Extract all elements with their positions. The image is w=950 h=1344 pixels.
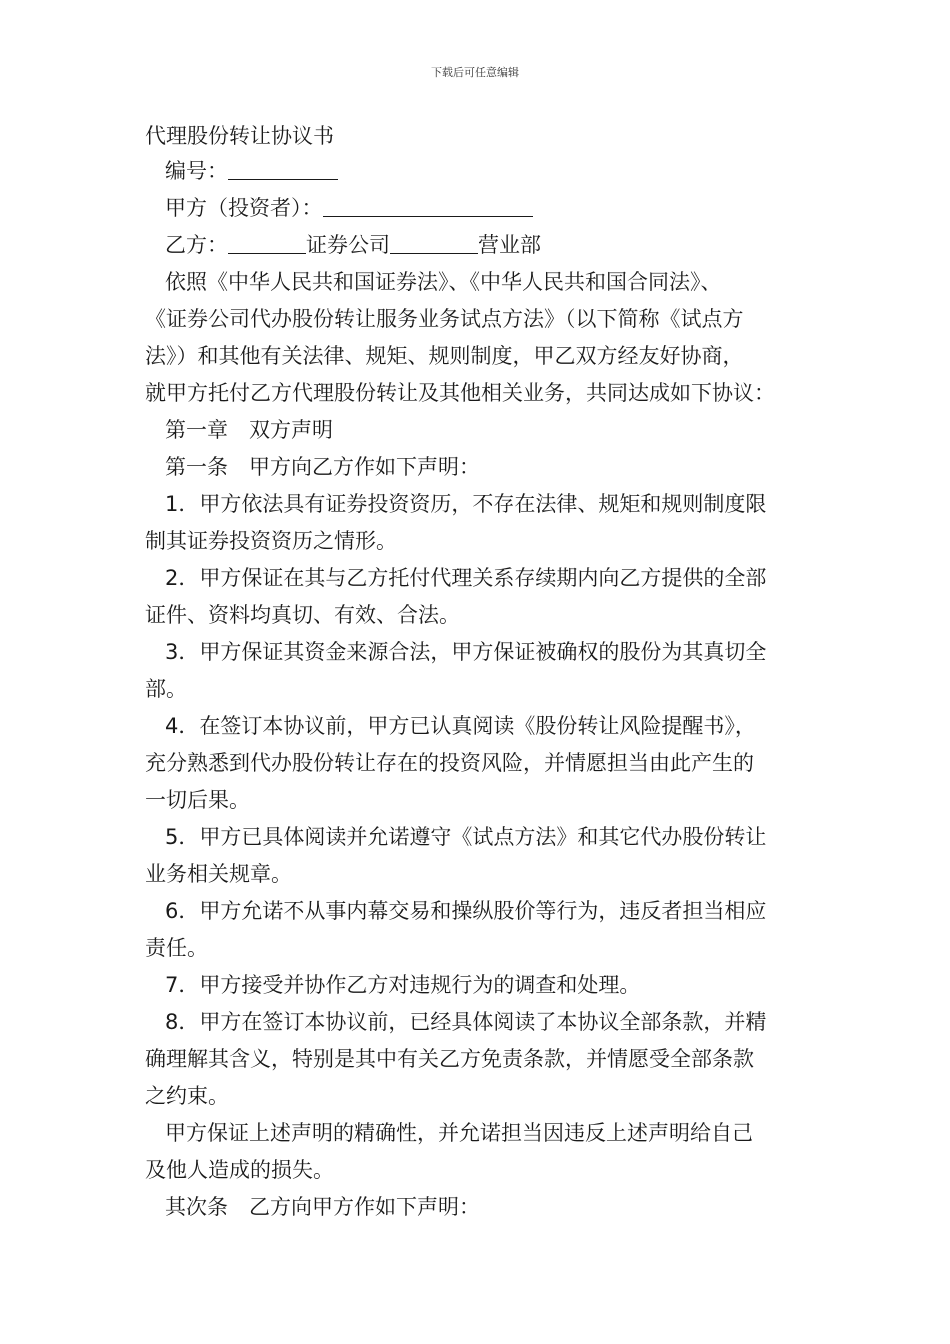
clause-line: 4．在签订本协议前，甲方已认真阅读《股份转让风险提醒书》， [165, 714, 756, 738]
article-heading: 第一条 甲方向乙方作如下声明： [165, 455, 480, 479]
clause-line: 部。 [145, 677, 187, 701]
clause-line: 2．甲方保证在其与乙方托付代理关系存续期内向乙方提供的全部 [165, 566, 767, 590]
clause-line: 制其证券投资资历之情形。 [145, 529, 397, 553]
page-header: 下载后可任意编辑 [431, 66, 519, 79]
preamble-line: 就甲方托付乙方代理股份转让及其他相关业务，共同达成如下协议： [145, 381, 775, 405]
party-b-line [145, 227, 810, 264]
preamble-line: 依照《中华人民共和国证券法》、《中华人民共和国合同法》、 [165, 270, 722, 294]
agreement-body [145, 120, 810, 1226]
clause-line: 7．甲方接受并协作乙方对违规行为的调查和处理。 [165, 973, 641, 997]
party-a-line [145, 190, 810, 227]
guarantee-line: 甲方保证上述声明的精确性，并允诺担当因违反上述声明给自己 [165, 1121, 753, 1145]
party-b-mid: 证券公司 [306, 233, 390, 257]
clause-line: 之约束。 [145, 1084, 229, 1108]
clause-line: 6．甲方允诺不从事内幕交易和操纵股价等行为，违反者担当相应 [165, 899, 767, 923]
article-heading: 其次条 乙方向甲方作如下声明： [165, 1195, 480, 1219]
number-label: 编号： [165, 159, 228, 183]
clause-line: 充分熟悉到代办股份转让存在的投资风险，并情愿担当由此产生的 [145, 751, 754, 775]
clause-line: 确理解其含义，特别是其中有关乙方免责条款，并情愿受全部条款 [145, 1047, 754, 1071]
party-b-blank-2 [390, 232, 478, 254]
clause-line: 业务相关规章。 [145, 862, 292, 886]
number-line [145, 153, 810, 190]
party-a-blank [323, 195, 533, 217]
clause-line: 责任。 [145, 936, 208, 960]
clause-line: 1．甲方依法具有证券投资资历，不存在法律、规矩和规则制度限 [165, 492, 767, 516]
chapter-heading: 第一章 双方声明 [165, 418, 333, 442]
preamble-line: 《证券公司代办股份转让服务业务试点方法》（以下简称《试点方 [145, 307, 744, 331]
clause-line: 8．甲方在签订本协议前，已经具体阅读了本协议全部条款，并精 [165, 1010, 767, 1034]
clause-line: 3．甲方保证其资金来源合法，甲方保证被确权的股份为其真切全 [165, 640, 767, 664]
document-title: 代理股份转让协议书 [145, 124, 334, 148]
preamble-line: 法》）和其他有关法律、规矩、规则制度，甲乙双方经友好协商， [145, 344, 744, 368]
party-a-label: 甲方（投资者）： [165, 196, 323, 220]
number-blank [228, 158, 338, 180]
clause-line: 一切后果。 [145, 788, 250, 812]
clause-line: 5．甲方已具体阅读并允诺遵守《试点方法》和其它代办股份转让 [165, 825, 767, 849]
guarantee-line: 及他人造成的损失。 [145, 1158, 334, 1182]
party-b-label: 乙方： [165, 233, 228, 257]
party-b-blank-1 [228, 232, 306, 254]
party-b-end: 营业部 [478, 233, 541, 257]
clause-line: 证件、资料均真切、有效、合法。 [145, 603, 460, 627]
